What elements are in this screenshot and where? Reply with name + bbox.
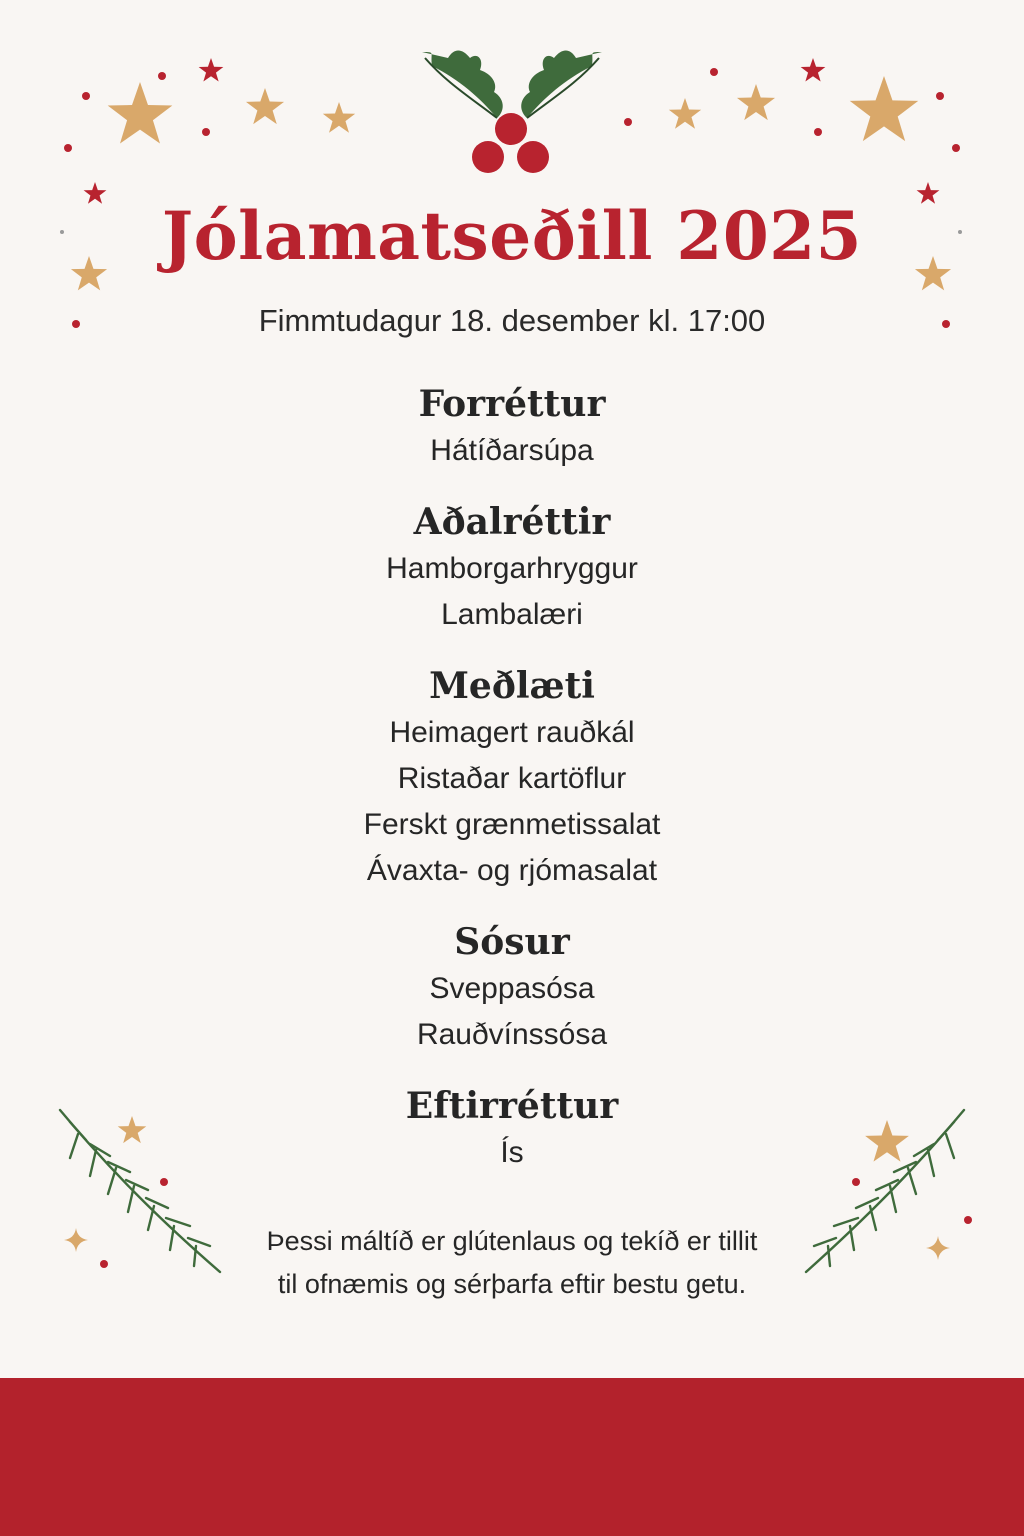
section-heading: Forréttur <box>418 383 606 425</box>
menu-item: Ristaðar kartöflur <box>397 762 627 795</box>
menu-date: Fimmtudagur 18. desember kl. 17:00 <box>258 303 766 338</box>
menu-item: Ís <box>500 1136 524 1169</box>
section-heading: Sósur <box>454 921 570 963</box>
dietary-note <box>0 1220 1024 1306</box>
menu-item: Hátíðarsúpa <box>430 434 594 467</box>
footer-band <box>0 1378 1024 1536</box>
section-forrettur <box>0 380 1024 474</box>
menu-item: Ferskt grænmetissalat <box>363 808 661 841</box>
note-line: til ofnæmis og sérþarfa eftir bestu getu. <box>277 1269 747 1299</box>
section-eftirrettur <box>0 1082 1024 1176</box>
note-line: Þessi máltíð er glútenlaus og tekíð er tillit <box>266 1226 758 1256</box>
menu-item: Heimagert rauðkál <box>389 716 635 749</box>
menu-item: Sveppasósa <box>429 972 595 1005</box>
menu-sections <box>0 380 1024 1176</box>
section-heading: Aðalréttir <box>413 501 611 543</box>
section-medlaeti <box>0 662 1024 894</box>
section-sosur <box>0 918 1024 1058</box>
section-heading: Eftirréttur <box>405 1085 619 1127</box>
menu-item: Rauðvínssósa <box>416 1018 608 1051</box>
menu-title: Jólamatseðill 2025 <box>161 197 863 275</box>
section-adalrettir <box>0 498 1024 638</box>
section-heading: Meðlæti <box>429 665 595 707</box>
menu-item: Ávaxta- og rjómasalat <box>366 854 658 887</box>
menu-item: Lambalæri <box>441 598 583 631</box>
menu-item: Hamborgarhryggur <box>386 552 638 585</box>
